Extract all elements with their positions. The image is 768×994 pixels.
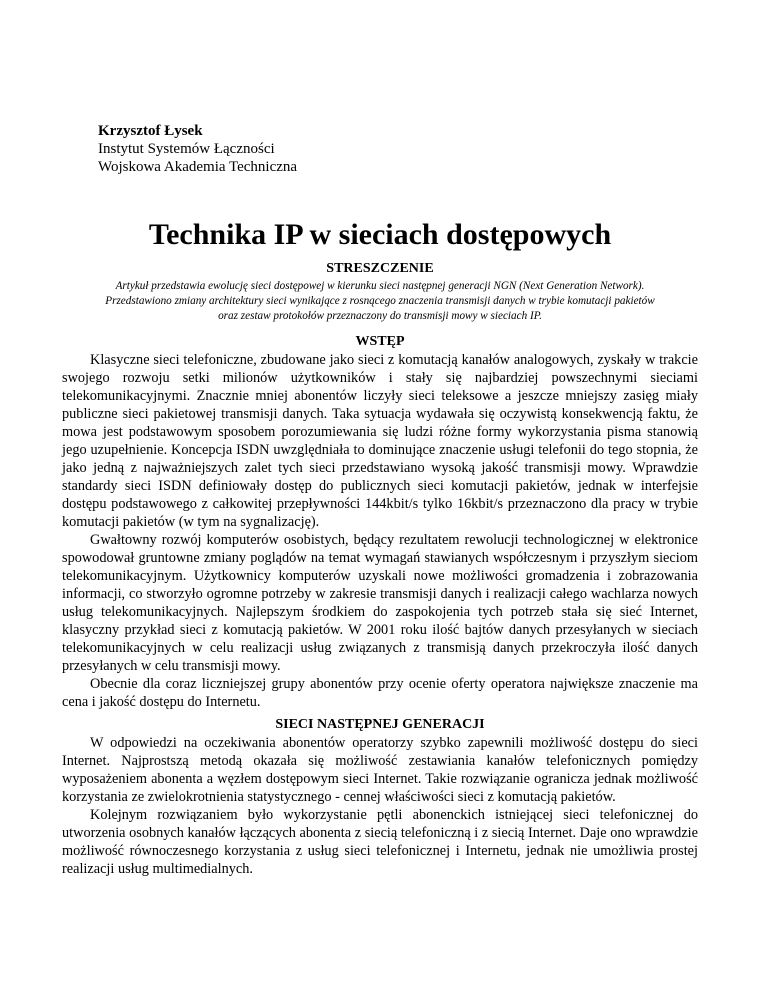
paragraph: Gwałtowny rozwój komputerów osobistych, będący rezultatem rewolucji technologicznej w elektronice spowodował gruntowne zmiany poglądów na temat wymagań stawianych współczesnym i przyszłym sieciom telekomunikacyjnym. Użytkownicy komputerów uzyskali nowe możliwości gromadzenia i zobrazowania informacji, co stworzyło ogromne potrzeby w zakresie transmisji danych i realizacji całego wachlarza nowych usług telekomunikacyjnych. Najlepszym środkiem do zaspokojenia tych potrzeb stała się sieć Internet, klasyczny przykład sieci z komutacją pakietów. W 2001 roku ilość bajtów danych przesyłanych w sieciach telekomunikacyjnych w celu realizacji usług związanych z transmisją danych przekroczyła ilość danych przesyłanych w celu transmisji mowy. (62, 532, 698, 674)
author-name: Krzysztof Łysek (98, 123, 203, 139)
section-heading-intro: WSTĘP (355, 334, 405, 349)
paragraph: W odpowiedzi na oczekiwania abonentów operatorzy szybko zapewnili możliwość dostępu do sieci Internet. Najprostszą metodą okazała się możliwość zestawiania kanałów telefonicznych pomiędzy wyposażeniem abonenta a węzłem dostępowym sieci Internet. Takie rozwiązanie ogranicza jednak możliwość korzystania ze zwielokrotnienia statystycznego - cennej właściwości sieci z komutacją pakietów. (62, 735, 698, 805)
abstract-text (62, 279, 698, 324)
section-body-ngn (62, 734, 698, 878)
paragraph: Obecnie dla coraz liczniejszej grupy abonentów przy ocenie oferty operatora największe znaczenie ma cena i jakość dostępu do Internetu. (62, 676, 698, 710)
section-heading-ngn: SIECI NASTĘPNEJ GENERACJI (275, 717, 485, 732)
paragraph: Kolejnym rozwiązaniem było wykorzystanie pętli abonenckich istniejącej sieci telefonicznej do utworzenia osobnych kanałów łączących abonenta z siecią telefoniczną i z siecią Internet. Daje ono wprawdzie możliwość równoczesnego korzystania z usług sieci telefonicznej i Internetu, jednak nie umożliwia prostej realizacji usług multimedialnych. (62, 807, 698, 877)
abstract-heading: STRESZCZENIE (326, 261, 434, 276)
abstract-line: Artykuł przedstawia ewolucję sieci dostępowej w kierunku sieci następnej generacji NGN (Next Generation Network). (115, 280, 645, 292)
paper-title: Technika IP w sieciach dostępowych (148, 218, 612, 251)
author-academy: Wojskowa Akademia Techniczna (98, 159, 298, 175)
abstract-line: oraz zestaw protokołów przeznaczony do transmisji mowy w sieciach IP. (218, 310, 542, 322)
abstract-line: Przedstawiono zmiany architektury sieci wynikające z rosnącego znaczenia transmisji danych w trybie komutacji pakietów (105, 295, 655, 307)
author-institute: Instytut Systemów Łączności (98, 141, 275, 157)
document-page (62, 122, 698, 878)
section-body-intro (62, 351, 698, 711)
paragraph: Klasyczne sieci telefoniczne, zbudowane jako sieci z komutacją kanałów analogowych, zyskały w trakcie swojego rozwoju setki milionów użytkowników i stały się najbardziej powszechnymi sieciami telekomunikacyjnymi. Znacznie mniej abonentów liczyły sieci teleksowe a jeszcze mniejszy zasięg miały publiczne sieci pakietowej transmisji danych. Taka sytuacja wydawała się oczywistą konsekwencją faktu, że mowa jest podstawowym sposobem porozumiewania się ludzi różne formy wykorzystania pisma stanowią jego uzupełnienie. Koncepcja ISDN uwzględniała to dominujące znaczenie usługi telefonii do tego stopnia, że jako jedną z najważniejszych zalet tych sieci przedstawiano wysoką jakość transmisji mowy. Wprawdzie standardy sieci ISDN definiowały dostęp do publicznych sieci komutacji pakietów, jednak w interfejsie dostępu podstawowego z całkowitej przepływności 144kbit/s tylko 16kbit/s przeznaczono dla pracy w trybie komutacji pakietów (w tym na sygnalizację). (62, 352, 698, 530)
author-block (98, 122, 698, 176)
